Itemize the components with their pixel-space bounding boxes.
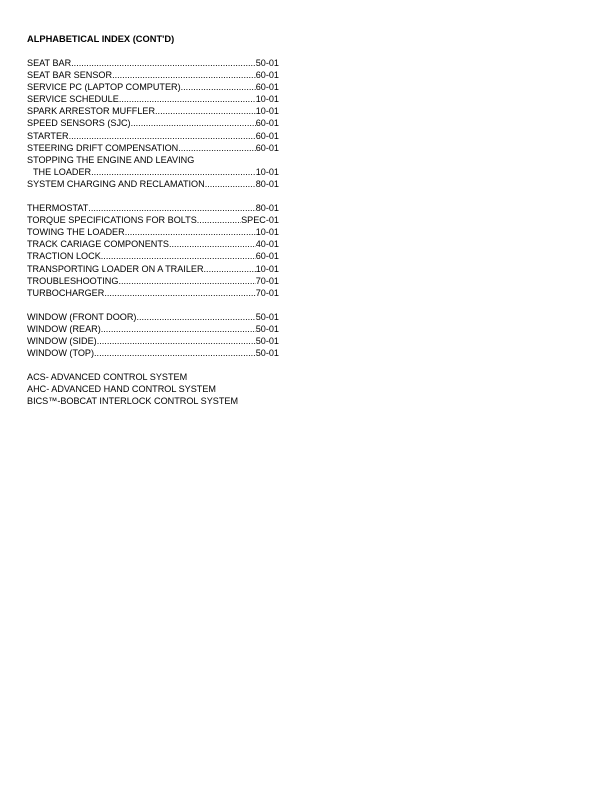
entry-page: 60-01 [255,82,279,93]
leader-dots [204,263,256,275]
leader-dots [125,226,256,238]
index-entry [27,226,279,238]
entry-label: STOPPING THE ENGINE AND LEAVING [27,154,195,165]
leader-dots [71,57,256,69]
entry-page: 60-01 [255,70,279,81]
index-entry [27,250,279,262]
entry-page: 70-01 [255,275,279,286]
index-entry [27,347,279,359]
entry-page: 10-01 [255,94,279,105]
index-entry [27,105,279,117]
index-entry [27,323,279,335]
entry-label: SEAT BAR [27,58,72,68]
entry-page: 80-01 [255,178,279,189]
leader-dots [88,202,255,214]
entry-page: 40-01 [255,239,279,250]
leader-dots [119,93,256,105]
index-group-s [27,57,279,190]
entry-page: 60-01 [255,130,279,141]
entry-page: 50-01 [255,335,279,346]
entry-label: TURBOCHARGER [27,287,105,298]
abbreviation-ahc: AHC- ADVANCED HAND CONTROL SYSTEM [27,384,216,395]
leader-dots [94,347,256,359]
index-group-w [27,311,279,359]
index-entry [27,214,279,226]
entry-page: 10-01 [255,263,279,274]
entry-label: SPEED SENSORS (SJC) [27,118,131,129]
entry-label: TOWING THE LOADER [27,227,125,238]
leader-dots [112,69,256,81]
entry-page: 60-01 [255,142,279,153]
entry-page: 60-01 [255,118,279,129]
leader-dots [136,311,255,323]
leader-dots [104,287,255,299]
leader-dots [155,105,256,117]
entry-page: 50-01 [255,323,279,334]
index-entry [27,142,279,154]
index-entry [27,238,279,250]
entry-label: TORQUE SPECIFICATIONS FOR BOLTS [27,215,197,226]
entry-label: WINDOW (SIDE) [27,335,97,346]
index-entry [27,81,279,93]
abbreviation-bics: BICS™-BOBCAT INTERLOCK CONTROL SYSTEM [27,396,239,407]
entry-page: 50-01 [255,58,279,68]
entry-label: TRANSPORTING LOADER ON A TRAILER [27,263,204,274]
entry-label: STEERING DRIFT COMPENSATION [27,142,179,153]
leader-dots [69,130,256,142]
entry-label: SERVICE PC (LAPTOP COMPUTER) [27,82,181,93]
index-group-t [27,202,279,299]
entry-page: 10-01 [255,106,279,117]
index-entry [27,311,279,323]
index-heading: ALPHABETICAL INDEX (CONT'D) [27,34,175,44]
index-entry [27,154,279,166]
entry-page: 50-01 [255,311,279,322]
index-entry [27,69,279,81]
entry-page: 60-01 [255,251,279,262]
index-entry [27,57,279,69]
entry-page: 50-01 [255,348,279,359]
index-entry-continuation [27,166,279,178]
abbreviations-list [27,371,279,407]
leader-dots [101,250,256,262]
index-entry [27,93,279,105]
index-entry [27,202,279,214]
entry-label: TRACK CARIAGE COMPONENTS [27,239,169,250]
leader-dots [118,275,255,287]
index-entry [27,178,279,190]
entry-label: THERMOSTAT [27,203,89,214]
index-entry [27,287,279,299]
leader-dots [101,323,256,335]
entry-label: SPARK ARRESTOR MUFFLER [27,106,156,117]
index-entry [27,263,279,275]
leader-dots [169,238,256,250]
entry-label: TRACTION LOCK [27,251,101,262]
entry-page: SPEC-01 [241,215,279,226]
entry-label: TROUBLESHOOTING [27,275,119,286]
index-entry [27,275,279,287]
leader-dots [181,81,256,93]
index-entry [27,117,279,129]
leader-dots [205,178,256,190]
entry-page: 70-01 [255,287,279,298]
entry-label: WINDOW (REAR) [27,323,101,334]
entry-label: WINDOW (FRONT DOOR) [27,311,137,322]
entry-label: SEAT BAR SENSOR [27,70,113,81]
abbreviation-acs: ACS- ADVANCED CONTROL SYSTEM [27,372,188,383]
leader-dots [178,142,255,154]
leader-dots [97,335,256,347]
entry-label: WINDOW (TOP) [27,348,95,359]
leader-dots [91,166,256,178]
entry-page: 10-01 [255,227,279,238]
index-entry [27,130,279,142]
leader-dots [131,117,256,129]
entry-label: THE LOADER [33,166,92,177]
index-entry [27,335,279,347]
entry-page: 10-01 [255,166,279,177]
entry-label: STARTER [27,130,69,141]
index-page [27,33,279,407]
entry-page: 80-01 [255,203,279,214]
entry-label: SERVICE SCHEDULE [27,94,119,105]
leader-dots [197,214,241,226]
entry-label: SYSTEM CHARGING AND RECLAMATION [27,178,205,189]
